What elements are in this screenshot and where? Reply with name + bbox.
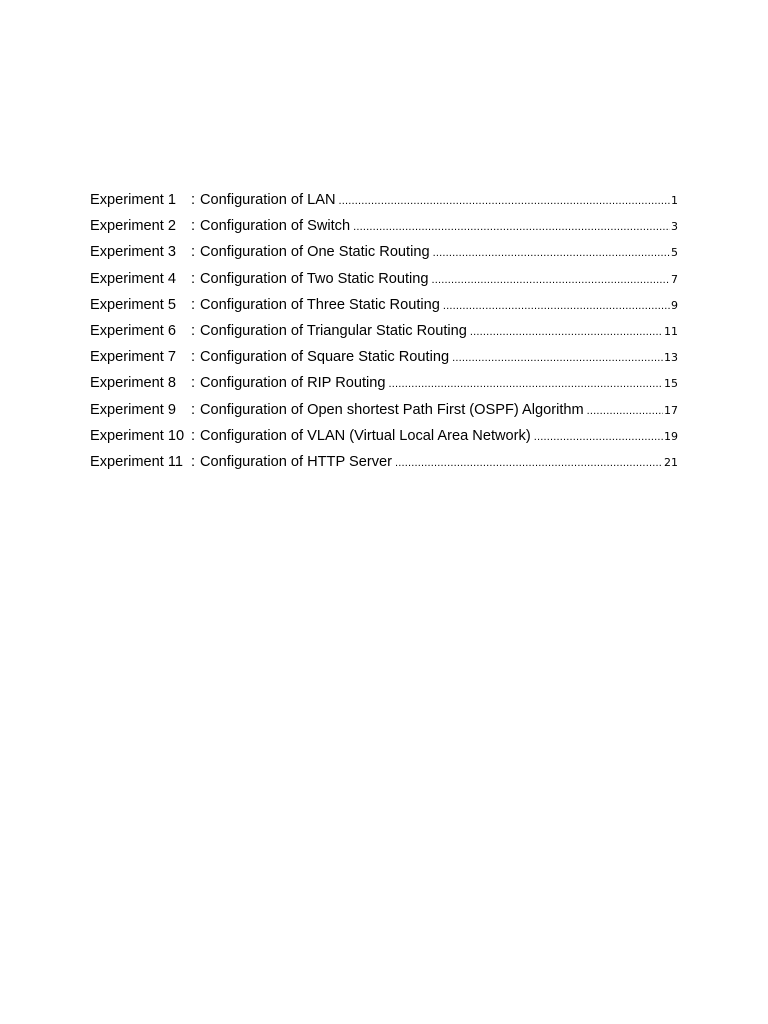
toc-entry-label: Experiment 3 bbox=[90, 244, 176, 261]
toc-entry-page: 21 bbox=[664, 455, 678, 469]
toc-entry-page: 3 bbox=[671, 220, 678, 234]
toc-entry-colon: : bbox=[191, 375, 196, 392]
toc-entry-label: Experiment 1 bbox=[90, 192, 176, 208]
toc-entry-title: Configuration of Switch bbox=[200, 218, 351, 235]
toc-entry[interactable] bbox=[90, 451, 678, 477]
toc-entry-title: Configuration of Open shortest Path First (OSPF) Algorithm bbox=[200, 401, 584, 418]
toc-entry-colon: : bbox=[191, 218, 196, 235]
toc-entry-label: Experiment 8 bbox=[90, 375, 176, 392]
toc-entry[interactable] bbox=[90, 320, 678, 346]
toc-entry-label: Experiment 4 bbox=[90, 270, 176, 287]
toc-entry-title: Configuration of HTTP Server bbox=[200, 453, 392, 470]
toc-entry-colon: : bbox=[191, 244, 196, 261]
toc-entry[interactable] bbox=[90, 189, 678, 215]
toc-entry[interactable] bbox=[90, 399, 678, 425]
toc-entry-label: Experiment 5 bbox=[90, 296, 176, 313]
table-of-contents bbox=[90, 189, 678, 477]
toc-entry-label: Experiment 9 bbox=[90, 401, 176, 418]
toc-entry-title: Configuration of VLAN (Virtual Local Area Network) bbox=[200, 427, 531, 444]
toc-entry-title: Configuration of LAN bbox=[200, 192, 336, 208]
toc-entry-colon: : bbox=[191, 296, 196, 313]
toc-entry-colon: : bbox=[191, 401, 196, 418]
toc-entry-label: Experiment 2 bbox=[90, 218, 176, 235]
toc-dot-leader bbox=[338, 190, 670, 212]
toc-dot-leader bbox=[395, 452, 663, 474]
toc-entry-page: 11 bbox=[664, 324, 678, 338]
toc-entry-title: Configuration of Two Static Routing bbox=[200, 270, 429, 287]
toc-dot-leader bbox=[470, 321, 663, 343]
toc-entry-page: 7 bbox=[671, 272, 678, 286]
toc-entry-colon: : bbox=[191, 322, 196, 339]
toc-entry-colon: : bbox=[191, 453, 196, 470]
toc-entry[interactable] bbox=[90, 372, 678, 398]
toc-entry-page: 5 bbox=[671, 246, 678, 260]
toc-dot-leader bbox=[389, 373, 663, 395]
toc-entry-page: 9 bbox=[671, 298, 678, 312]
toc-entry-colon: : bbox=[191, 349, 196, 366]
toc-entry-label: Experiment 7 bbox=[90, 349, 176, 366]
toc-entry-page: 1 bbox=[671, 194, 678, 207]
toc-dot-leader bbox=[433, 242, 670, 264]
toc-entry-title: Configuration of Square Static Routing bbox=[200, 349, 450, 366]
toc-dot-leader bbox=[443, 295, 670, 317]
toc-entry-colon: : bbox=[191, 192, 196, 208]
toc-entry-page: 13 bbox=[664, 351, 678, 365]
toc-entry-colon: : bbox=[191, 270, 196, 287]
toc-dot-leader bbox=[587, 400, 663, 422]
toc-entry-label: Experiment 6 bbox=[90, 322, 176, 339]
toc-dot-leader bbox=[534, 426, 663, 448]
toc-entry-title: Configuration of Triangular Static Routing bbox=[200, 322, 467, 339]
toc-entry-page: 15 bbox=[664, 377, 678, 391]
toc-dot-leader bbox=[353, 216, 670, 238]
toc-entry[interactable] bbox=[90, 268, 678, 294]
toc-entry-label: Experiment 11 bbox=[90, 453, 184, 470]
toc-entry-title: Configuration of RIP Routing bbox=[200, 375, 386, 392]
toc-entry-label: Experiment 10 bbox=[90, 427, 185, 444]
toc-dot-leader bbox=[432, 269, 671, 291]
toc-entry[interactable] bbox=[90, 294, 678, 320]
toc-entry-title: Configuration of Three Static Routing bbox=[200, 296, 440, 313]
toc-entry-title: Configuration of One Static Routing bbox=[200, 244, 430, 261]
toc-entry-page: 19 bbox=[664, 429, 678, 443]
toc-entry[interactable] bbox=[90, 215, 678, 241]
toc-entry[interactable] bbox=[90, 425, 678, 451]
toc-dot-leader bbox=[452, 347, 663, 369]
toc-entry[interactable] bbox=[90, 346, 678, 372]
toc-entry-colon: : bbox=[191, 427, 196, 444]
toc-entry-page: 17 bbox=[664, 403, 678, 417]
toc-entry[interactable] bbox=[90, 241, 678, 267]
